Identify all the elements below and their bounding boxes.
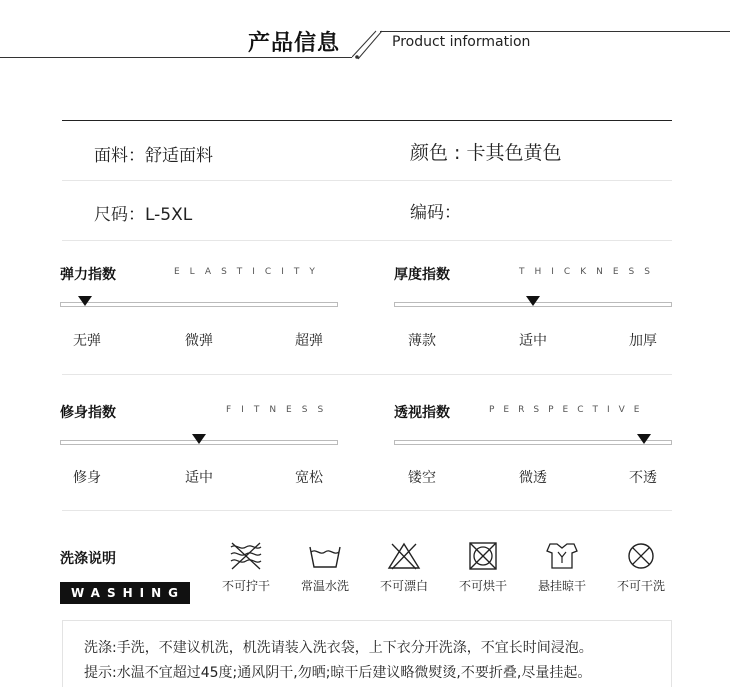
wash-item-no-tumble-dry: [448, 541, 518, 594]
washing-badge: WASHING: [60, 582, 190, 604]
washing-note-2: 提示:水温不宜超过45度;通风阴干,勿晒;晾干后建议略微熨烫,不要折叠,尽量挂起。: [84, 665, 592, 681]
header-rule-right: [380, 31, 730, 32]
warm-wash-icon: [307, 541, 343, 571]
size-info: 尺码：L-5XL: [94, 205, 193, 225]
no-wring-icon: [228, 541, 264, 571]
fitness-scale-marker: [192, 434, 206, 444]
info-bottom-divider: [62, 240, 672, 241]
perspective-label-low: 镂空: [408, 470, 436, 486]
wash-item-no-bleach: [369, 541, 439, 594]
header-rule-left: [0, 57, 352, 58]
thickness-label-low: 薄款: [408, 333, 436, 349]
info-top-rule: [62, 120, 672, 121]
code-info: 编码：: [410, 203, 461, 223]
page-title: 产品信息: [248, 31, 341, 56]
washing-title: 洗涤说明: [60, 551, 116, 567]
fitness-label-low: 修身: [73, 470, 101, 486]
perspective-scale-marker: [637, 434, 651, 444]
elasticity-label-mid: 微弹: [185, 333, 213, 349]
fitness-label-mid: 适中: [185, 470, 213, 486]
color-info: 颜色 : 卡其色黄色: [410, 142, 562, 164]
elasticity-en-label: ELASTICITY: [174, 267, 325, 277]
fitness-title: 修身指数: [60, 405, 116, 421]
wash-label: 不可拧干: [221, 579, 270, 593]
thickness-en-label: THICKNESS: [519, 267, 660, 277]
washing-note-1: 洗涤:手洗，不建议机洗，机洗请装入洗衣袋，上下衣分开洗涤，不宜长时间浸泡。: [84, 640, 593, 656]
page-subtitle: Product information: [392, 34, 531, 50]
wash-item-hang-dry: [527, 541, 597, 594]
wash-label: 不可烘干: [458, 579, 507, 593]
wash-label: 不可干洗: [616, 579, 665, 593]
no-bleach-icon: [386, 541, 422, 571]
perspective-title: 透视指数: [394, 405, 450, 421]
fitness-en-label: FITNESS: [226, 405, 334, 415]
perspective-scale-track: [394, 440, 672, 445]
wash-item-no-dry-clean: [606, 541, 676, 594]
perspective-en-label: PERSPECTIVE: [489, 405, 649, 415]
wash-label: 不可漂白: [379, 579, 428, 593]
thickness-label-high: 加厚: [629, 333, 657, 349]
wash-item-warm-wash: [290, 541, 360, 594]
elasticity-label-low: 无弹: [73, 333, 101, 349]
elasticity-title: 弹力指数: [60, 267, 116, 283]
wash-label: 悬挂晾干: [537, 579, 586, 593]
no-dry-clean-icon: [623, 541, 659, 571]
hang-dry-icon: [544, 541, 580, 571]
thickness-title: 厚度指数: [394, 267, 450, 283]
thickness-scale-marker: [526, 296, 540, 306]
no-tumble-dry-icon: [465, 541, 501, 571]
thickness-label-mid: 适中: [519, 333, 547, 349]
info-row-divider: [62, 180, 672, 181]
elasticity-scale-track: [60, 302, 338, 307]
fabric-info: 面料：舒适面料: [94, 146, 213, 166]
washing-top-divider: [62, 510, 672, 511]
scales-row-divider: [62, 374, 672, 375]
elasticity-label-high: 超弹: [295, 333, 323, 349]
wash-label: 常温水洗: [300, 579, 349, 593]
wash-item-no-wring: [211, 541, 281, 594]
elasticity-scale-marker: [78, 296, 92, 306]
perspective-label-mid: 微透: [519, 470, 547, 486]
fitness-label-high: 宽松: [295, 470, 323, 486]
header-slash-decoration: [352, 26, 384, 62]
perspective-label-high: 不透: [629, 470, 657, 486]
